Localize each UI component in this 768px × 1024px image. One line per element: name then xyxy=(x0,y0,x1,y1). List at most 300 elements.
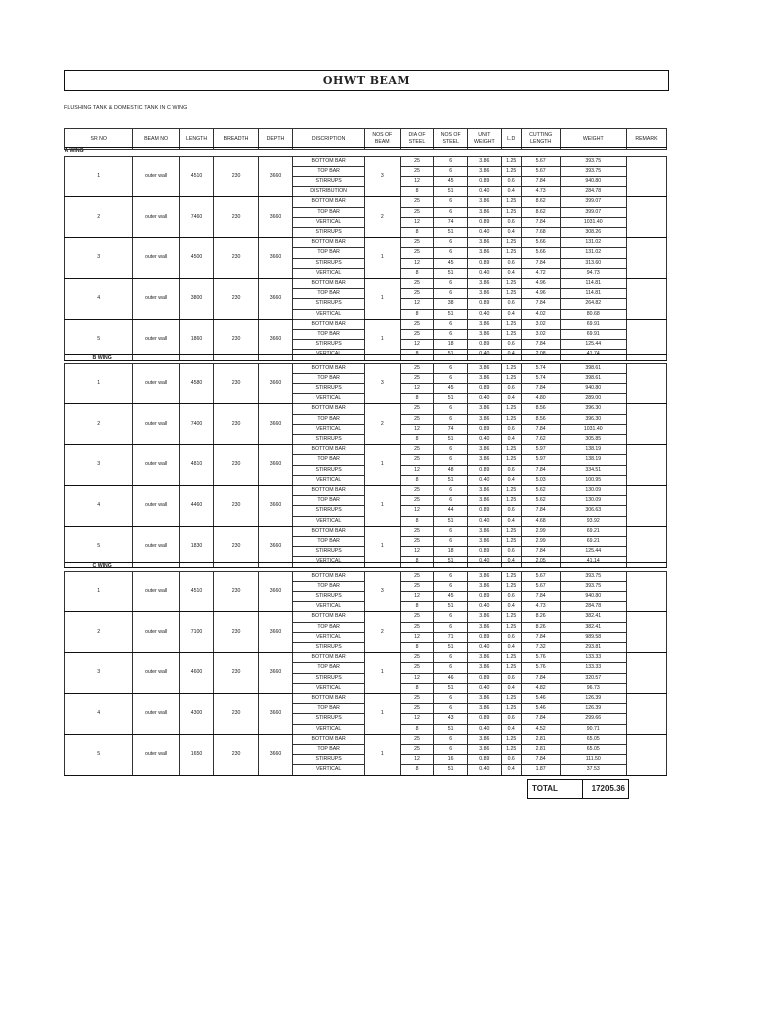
depth-cell: 3660 xyxy=(258,363,293,404)
beam-no-cell: outer wall xyxy=(133,404,179,445)
nos-of-steel-cell: 51 xyxy=(434,724,468,734)
ld-cell: 0.6 xyxy=(501,299,521,309)
cutting-length-cell: 5.62 xyxy=(521,496,560,506)
description-cell: BOTTOM BAR xyxy=(293,571,365,581)
nos-of-steel-cell: 6 xyxy=(434,622,468,632)
cutting-length-cell: 7.84 xyxy=(521,591,560,601)
nos-of-beam-cell: 1 xyxy=(364,445,400,486)
nos-of-steel-cell: 51 xyxy=(434,227,468,237)
dia-cell: 25 xyxy=(400,414,434,424)
weight-cell: 382.41 xyxy=(560,612,626,622)
sr-no-cell: 1 xyxy=(65,156,133,197)
nos-of-beam-cell: 2 xyxy=(364,404,400,445)
nos-of-steel-cell: 51 xyxy=(434,475,468,485)
nos-of-steel-cell: 6 xyxy=(434,653,468,663)
description-cell: BOTTOM BAR xyxy=(293,238,365,248)
unit-weight-cell: 0.40 xyxy=(468,683,502,693)
nos-of-beam-cell: 3 xyxy=(364,156,400,197)
description-cell: VERTICAL xyxy=(293,394,365,404)
cutting-length-cell: 4.02 xyxy=(521,309,560,319)
weight-cell: 284.78 xyxy=(560,187,626,197)
remark-cell xyxy=(626,404,666,445)
cutting-length-cell: 5.66 xyxy=(521,238,560,248)
dia-cell: 12 xyxy=(400,547,434,557)
nos-of-steel-cell: 6 xyxy=(434,289,468,299)
nos-of-steel-cell: 6 xyxy=(434,612,468,622)
dia-cell: 8 xyxy=(400,642,434,652)
beam-no-cell: outer wall xyxy=(133,363,179,404)
description-cell: VERTICAL xyxy=(293,217,365,227)
unit-weight-cell: 3.86 xyxy=(468,197,502,207)
nos-of-steel-cell: 45 xyxy=(434,591,468,601)
ld-cell: 1.25 xyxy=(501,496,521,506)
unit-weight-cell: 0.89 xyxy=(468,632,502,642)
column-header: LENGTH xyxy=(179,129,214,150)
dia-cell: 8 xyxy=(400,683,434,693)
column-header: NOS OF BEAM xyxy=(364,129,400,150)
weight-cell: 69.21 xyxy=(560,536,626,546)
cutting-length-cell: 8.62 xyxy=(521,197,560,207)
beam-no-cell: outer wall xyxy=(133,612,179,653)
depth-cell: 3660 xyxy=(258,404,293,445)
dia-cell: 25 xyxy=(400,363,434,373)
description-cell: STIRRUPS xyxy=(293,383,365,393)
description-cell: STIRRUPS xyxy=(293,434,365,444)
ld-cell: 0.4 xyxy=(501,516,521,526)
description-cell: BOTTOM BAR xyxy=(293,693,365,703)
weight-cell: 100.95 xyxy=(560,475,626,485)
unit-weight-cell: 0.89 xyxy=(468,176,502,186)
depth-cell: 3660 xyxy=(258,319,293,360)
unit-weight-cell: 0.40 xyxy=(468,350,502,360)
sr-no-cell: 4 xyxy=(65,485,133,526)
cutting-length-cell: 4.96 xyxy=(521,278,560,288)
sr-no-cell: 4 xyxy=(65,693,133,734)
nos-of-steel-cell: 45 xyxy=(434,176,468,186)
cutting-length-cell: 5.46 xyxy=(521,704,560,714)
breadth-cell: 230 xyxy=(214,197,258,238)
dia-cell: 25 xyxy=(400,744,434,754)
ld-cell: 1.25 xyxy=(501,445,521,455)
dia-cell: 12 xyxy=(400,176,434,186)
sr-no-cell: 5 xyxy=(65,734,133,775)
nos-of-steel-cell: 6 xyxy=(434,663,468,673)
description-cell: STIRRUPS xyxy=(293,673,365,683)
breadth-cell: 230 xyxy=(214,734,258,775)
cutting-length-cell: 7.32 xyxy=(521,642,560,652)
dia-cell: 12 xyxy=(400,591,434,601)
nos-of-steel-cell: 46 xyxy=(434,673,468,683)
table-row xyxy=(65,363,667,373)
nos-of-steel-cell: 51 xyxy=(434,683,468,693)
length-cell: 4510 xyxy=(179,571,214,612)
ld-cell: 0.6 xyxy=(501,506,521,516)
nos-of-steel-cell: 44 xyxy=(434,506,468,516)
depth-cell: 3660 xyxy=(258,485,293,526)
length-cell: 4600 xyxy=(179,653,214,694)
breadth-cell: 230 xyxy=(214,526,258,567)
beam-no-cell: outer wall xyxy=(133,278,179,319)
description-cell: STIRRUPS xyxy=(293,340,365,350)
nos-of-steel-cell: 51 xyxy=(434,350,468,360)
weight-cell: 126.39 xyxy=(560,704,626,714)
breadth-cell: 230 xyxy=(214,612,258,653)
beam-no-cell: outer wall xyxy=(133,526,179,567)
remark-cell xyxy=(626,571,666,612)
nos-of-steel-cell: 51 xyxy=(434,187,468,197)
unit-weight-cell: 3.86 xyxy=(468,571,502,581)
unit-weight-cell: 3.86 xyxy=(468,363,502,373)
description-cell: TOP BAR xyxy=(293,622,365,632)
description-cell: BOTTOM BAR xyxy=(293,526,365,536)
nos-of-beam-cell: 1 xyxy=(364,485,400,526)
ld-cell: 1.25 xyxy=(501,156,521,166)
weight-cell: 320.57 xyxy=(560,673,626,683)
sr-no-cell: 2 xyxy=(65,612,133,653)
remark-cell xyxy=(626,197,666,238)
unit-weight-cell: 3.86 xyxy=(468,455,502,465)
unit-weight-cell: 3.86 xyxy=(468,744,502,754)
unit-weight-cell: 0.89 xyxy=(468,340,502,350)
weight-cell: 393.75 xyxy=(560,156,626,166)
nos-of-beam-cell: 1 xyxy=(364,278,400,319)
ld-cell: 1.25 xyxy=(501,238,521,248)
weight-cell: 114.81 xyxy=(560,289,626,299)
cutting-length-cell: 3.02 xyxy=(521,319,560,329)
cutting-length-cell: 7.84 xyxy=(521,217,560,227)
unit-weight-cell: 3.86 xyxy=(468,704,502,714)
column-header: BREADTH xyxy=(214,129,258,150)
dia-cell: 8 xyxy=(400,475,434,485)
weight-cell: 396.30 xyxy=(560,404,626,414)
cutting-length-cell: 7.84 xyxy=(521,673,560,683)
cutting-length-cell: 7.84 xyxy=(521,340,560,350)
dia-cell: 12 xyxy=(400,258,434,268)
nos-of-beam-cell: 2 xyxy=(364,612,400,653)
sr-no-cell: 2 xyxy=(65,197,133,238)
dia-cell: 12 xyxy=(400,673,434,683)
ld-cell: 0.4 xyxy=(501,187,521,197)
cutting-length-cell: 5.46 xyxy=(521,693,560,703)
weight-cell: 80.68 xyxy=(560,309,626,319)
nos-of-steel-cell: 51 xyxy=(434,602,468,612)
description-cell: STIRRUPS xyxy=(293,547,365,557)
nos-of-steel-cell: 6 xyxy=(434,496,468,506)
beam-no-cell: outer wall xyxy=(133,197,179,238)
description-cell: BOTTOM BAR xyxy=(293,612,365,622)
dia-cell: 25 xyxy=(400,278,434,288)
total-box xyxy=(527,779,629,799)
ld-cell: 1.25 xyxy=(501,166,521,176)
table-row xyxy=(65,485,667,495)
cutting-length-cell: 5.67 xyxy=(521,166,560,176)
column-header: CUTTING LENGTH xyxy=(521,129,560,150)
ld-cell: 0.6 xyxy=(501,217,521,227)
dia-cell: 25 xyxy=(400,445,434,455)
cutting-length-cell: 4.52 xyxy=(521,724,560,734)
weight-cell: 65.05 xyxy=(560,734,626,744)
cutting-length-cell: 4.80 xyxy=(521,394,560,404)
beam-no-cell: outer wall xyxy=(133,445,179,486)
nos-of-steel-cell: 45 xyxy=(434,383,468,393)
weight-cell: 393.75 xyxy=(560,581,626,591)
dia-cell: 8 xyxy=(400,187,434,197)
cutting-length-cell: 5.76 xyxy=(521,653,560,663)
unit-weight-cell: 3.86 xyxy=(468,248,502,258)
dia-cell: 12 xyxy=(400,424,434,434)
depth-cell: 3660 xyxy=(258,571,293,612)
unit-weight-cell: 3.86 xyxy=(468,526,502,536)
unit-weight-cell: 0.40 xyxy=(468,309,502,319)
unit-weight-cell: 0.89 xyxy=(468,424,502,434)
length-cell: 7460 xyxy=(179,197,214,238)
description-cell: BOTTOM BAR xyxy=(293,156,365,166)
cutting-length-cell: 7.84 xyxy=(521,632,560,642)
sr-no-cell: 1 xyxy=(65,571,133,612)
description-cell: VERTICAL xyxy=(293,516,365,526)
nos-of-steel-cell: 6 xyxy=(434,278,468,288)
depth-cell: 3660 xyxy=(258,526,293,567)
description-cell: VERTICAL xyxy=(293,602,365,612)
weight-cell: 313.60 xyxy=(560,258,626,268)
ld-cell: 0.4 xyxy=(501,434,521,444)
description-cell: VERTICAL xyxy=(293,268,365,278)
description-cell: BOTTOM BAR xyxy=(293,734,365,744)
nos-of-steel-cell: 38 xyxy=(434,299,468,309)
unit-weight-cell: 0.40 xyxy=(468,724,502,734)
dia-cell: 25 xyxy=(400,404,434,414)
dia-cell: 25 xyxy=(400,455,434,465)
ld-cell: 0.6 xyxy=(501,755,521,765)
ld-cell: 0.4 xyxy=(501,602,521,612)
ld-cell: 1.25 xyxy=(501,414,521,424)
remark-cell xyxy=(626,156,666,197)
nos-of-steel-cell: 6 xyxy=(434,536,468,546)
cutting-length-cell: 2.08 xyxy=(521,350,560,360)
weight-cell: 37.53 xyxy=(560,765,626,775)
table-row xyxy=(65,319,667,329)
length-cell: 4500 xyxy=(179,238,214,279)
nos-of-steel-cell: 6 xyxy=(434,373,468,383)
breadth-cell: 230 xyxy=(214,445,258,486)
sr-no-cell: 5 xyxy=(65,319,133,360)
nos-of-beam-cell: 1 xyxy=(364,693,400,734)
description-cell: TOP BAR xyxy=(293,744,365,754)
nos-of-beam-cell: 2 xyxy=(364,197,400,238)
sr-no-cell: 3 xyxy=(65,238,133,279)
description-cell: TOP BAR xyxy=(293,536,365,546)
unit-weight-cell: 0.40 xyxy=(468,642,502,652)
description-cell: STIRRUPS xyxy=(293,176,365,186)
ld-cell: 1.25 xyxy=(501,289,521,299)
cutting-length-cell: 7.84 xyxy=(521,547,560,557)
dia-cell: 8 xyxy=(400,350,434,360)
description-cell: BOTTOM BAR xyxy=(293,363,365,373)
cutting-length-cell: 7.84 xyxy=(521,755,560,765)
cutting-length-cell: 7.84 xyxy=(521,465,560,475)
length-cell: 4510 xyxy=(179,156,214,197)
table-row xyxy=(65,445,667,455)
description-cell: TOP BAR xyxy=(293,704,365,714)
dia-cell: 25 xyxy=(400,197,434,207)
ld-cell: 1.25 xyxy=(501,704,521,714)
ld-cell: 1.25 xyxy=(501,734,521,744)
document-subtitle: FLUSHING TANK & DOMESTIC TANK IN C WING xyxy=(64,105,188,111)
cutting-length-cell: 5.97 xyxy=(521,455,560,465)
unit-weight-cell: 3.86 xyxy=(468,622,502,632)
unit-weight-cell: 0.40 xyxy=(468,394,502,404)
ld-cell: 1.25 xyxy=(501,536,521,546)
ld-cell: 1.25 xyxy=(501,744,521,754)
column-header: DIA OF STEEL xyxy=(400,129,434,150)
cutting-length-cell: 8.56 xyxy=(521,414,560,424)
ld-cell: 1.25 xyxy=(501,612,521,622)
ld-cell: 0.6 xyxy=(501,383,521,393)
nos-of-steel-cell: 51 xyxy=(434,765,468,775)
ld-cell: 0.4 xyxy=(501,475,521,485)
nos-of-steel-cell: 6 xyxy=(434,704,468,714)
description-cell: BOTTOM BAR xyxy=(293,197,365,207)
nos-of-steel-cell: 18 xyxy=(434,340,468,350)
cutting-length-cell: 7.84 xyxy=(521,176,560,186)
nos-of-steel-cell: 6 xyxy=(434,455,468,465)
ld-cell: 0.4 xyxy=(501,268,521,278)
description-cell: STIRRUPS xyxy=(293,591,365,601)
cutting-length-cell: 7.84 xyxy=(521,506,560,516)
weight-cell: 940.80 xyxy=(560,176,626,186)
nos-of-steel-cell: 6 xyxy=(434,445,468,455)
remark-cell xyxy=(626,485,666,526)
nos-of-steel-cell: 6 xyxy=(434,197,468,207)
description-cell: TOP BAR xyxy=(293,663,365,673)
nos-of-steel-cell: 71 xyxy=(434,632,468,642)
ld-cell: 0.6 xyxy=(501,591,521,601)
dia-cell: 25 xyxy=(400,373,434,383)
weight-cell: 125.44 xyxy=(560,340,626,350)
cutting-length-cell: 7.84 xyxy=(521,714,560,724)
cutting-length-cell: 8.26 xyxy=(521,612,560,622)
cutting-length-cell: 7.84 xyxy=(521,258,560,268)
dia-cell: 12 xyxy=(400,383,434,393)
length-cell: 4580 xyxy=(179,363,214,404)
unit-weight-cell: 3.86 xyxy=(468,496,502,506)
dia-cell: 25 xyxy=(400,485,434,495)
unit-weight-cell: 3.86 xyxy=(468,693,502,703)
ld-cell: 1.25 xyxy=(501,278,521,288)
nos-of-steel-cell: 51 xyxy=(434,268,468,278)
weight-cell: 289.00 xyxy=(560,394,626,404)
cutting-length-cell: 8.56 xyxy=(521,404,560,414)
dia-cell: 25 xyxy=(400,238,434,248)
nos-of-steel-cell: 6 xyxy=(434,571,468,581)
dia-cell: 25 xyxy=(400,734,434,744)
ld-cell: 1.25 xyxy=(501,373,521,383)
description-cell: BOTTOM BAR xyxy=(293,653,365,663)
nos-of-steel-cell: 6 xyxy=(434,581,468,591)
unit-weight-cell: 3.86 xyxy=(468,207,502,217)
ld-cell: 0.6 xyxy=(501,340,521,350)
unit-weight-cell: 0.40 xyxy=(468,187,502,197)
depth-cell: 3660 xyxy=(258,278,293,319)
table-row xyxy=(65,612,667,622)
depth-cell: 3660 xyxy=(258,734,293,775)
ld-cell: 0.6 xyxy=(501,465,521,475)
description-cell: DISTRIBUTION xyxy=(293,187,365,197)
depth-cell: 3660 xyxy=(258,197,293,238)
remark-cell xyxy=(626,363,666,404)
description-cell: VERTICAL xyxy=(293,683,365,693)
cutting-length-cell: 2.99 xyxy=(521,526,560,536)
unit-weight-cell: 3.86 xyxy=(468,289,502,299)
cutting-length-cell: 4.73 xyxy=(521,187,560,197)
wing-header-row xyxy=(65,563,667,572)
cutting-length-cell: 5.97 xyxy=(521,445,560,455)
weight-cell: 41.14 xyxy=(560,557,626,567)
cutting-length-cell: 5.62 xyxy=(521,485,560,495)
ld-cell: 0.6 xyxy=(501,673,521,683)
ld-cell: 1.25 xyxy=(501,197,521,207)
sr-no-cell: 2 xyxy=(65,404,133,445)
nos-of-beam-cell: 1 xyxy=(364,238,400,279)
ld-cell: 0.6 xyxy=(501,424,521,434)
nos-of-steel-cell: 51 xyxy=(434,434,468,444)
description-cell: TOP BAR xyxy=(293,496,365,506)
sr-no-cell: 3 xyxy=(65,653,133,694)
total-label: TOTAL xyxy=(528,780,583,798)
weight-cell: 396.30 xyxy=(560,414,626,424)
ld-cell: 0.6 xyxy=(501,258,521,268)
ld-cell: 1.25 xyxy=(501,363,521,373)
cutting-length-cell: 5.67 xyxy=(521,571,560,581)
table-row xyxy=(65,526,667,536)
description-cell: VERTICAL xyxy=(293,350,365,360)
nos-of-beam-cell: 1 xyxy=(364,734,400,775)
weight-cell: 989.58 xyxy=(560,632,626,642)
dia-cell: 12 xyxy=(400,506,434,516)
nos-of-beam-cell: 1 xyxy=(364,653,400,694)
remark-cell xyxy=(626,238,666,279)
unit-weight-cell: 3.86 xyxy=(468,734,502,744)
unit-weight-cell: 0.89 xyxy=(468,547,502,557)
total-value: 17205.36 xyxy=(591,784,625,793)
cutting-length-cell: 7.84 xyxy=(521,383,560,393)
unit-weight-cell: 3.86 xyxy=(468,278,502,288)
cutting-length-cell: 1.87 xyxy=(521,765,560,775)
breadth-cell: 230 xyxy=(214,693,258,734)
length-cell: 7400 xyxy=(179,404,214,445)
unit-weight-cell: 3.86 xyxy=(468,612,502,622)
dia-cell: 25 xyxy=(400,289,434,299)
weight-cell: 131.02 xyxy=(560,238,626,248)
beam-no-cell: outer wall xyxy=(133,485,179,526)
column-header: DISCRIPTION xyxy=(293,129,365,150)
ld-cell: 1.25 xyxy=(501,622,521,632)
unit-weight-cell: 0.89 xyxy=(468,465,502,475)
weight-cell: 90.71 xyxy=(560,724,626,734)
ld-cell: 1.25 xyxy=(501,693,521,703)
dia-cell: 8 xyxy=(400,268,434,278)
ld-cell: 0.4 xyxy=(501,642,521,652)
ld-cell: 0.4 xyxy=(501,394,521,404)
nos-of-steel-cell: 6 xyxy=(434,166,468,176)
beam-no-cell: outer wall xyxy=(133,653,179,694)
dia-cell: 8 xyxy=(400,724,434,734)
dia-cell: 25 xyxy=(400,166,434,176)
nos-of-steel-cell: 48 xyxy=(434,465,468,475)
cutting-length-cell: 5.74 xyxy=(521,373,560,383)
nos-of-steel-cell: 6 xyxy=(434,156,468,166)
cutting-length-cell: 7.84 xyxy=(521,424,560,434)
